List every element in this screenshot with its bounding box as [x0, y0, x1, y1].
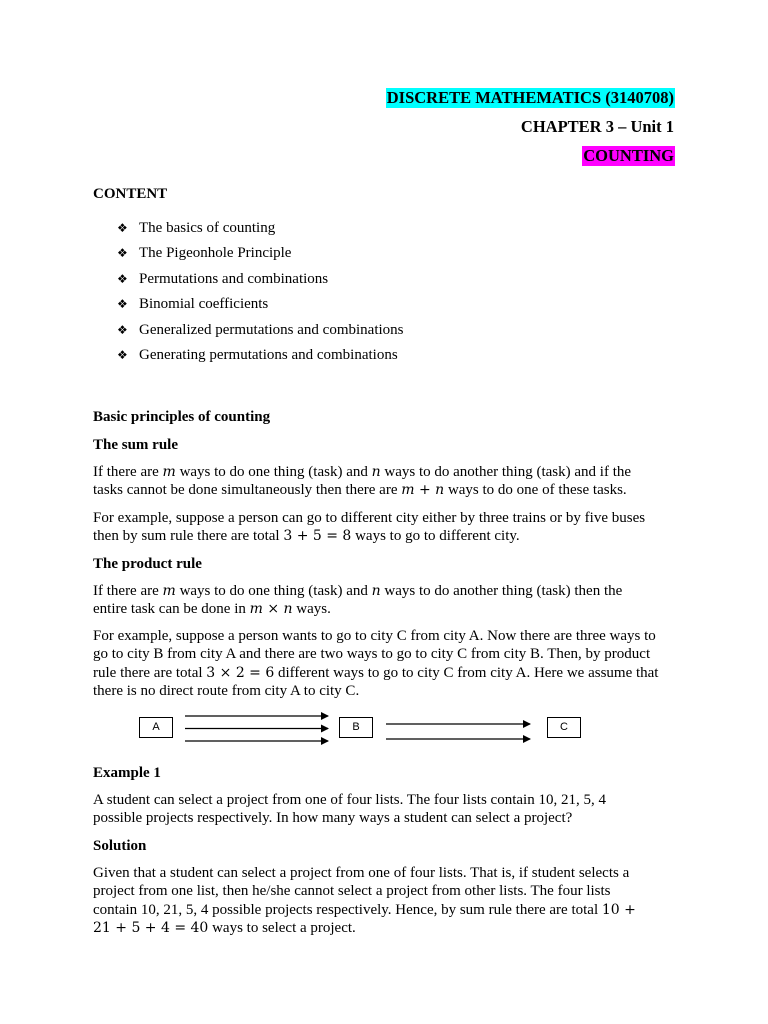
product-rule-example: For example, suppose a person wants to go to city C from city A. Now there are three ways to go to city B from city A and there are two ways to go to city C from city B. Then, by product rule there are total 3 × 2 = 6 different ways to go to city C from city A. Here we assume that there is no direct route from city A to city C. — [93, 628, 659, 699]
solution-heading: Solution — [93, 838, 147, 854]
routes-a-to-b — [185, 716, 328, 741]
section-heading-basic-principles: Basic principles of counting — [93, 409, 271, 425]
list-item: ❖ The Pigeonhole Principle — [117, 245, 292, 262]
sum-rule-example: For example, suppose a person can go to different city either by three trains or by five buses then by sum rule there are total 3 + 5 = 8 ways to go to different city. — [93, 510, 646, 545]
routes-b-to-c — [386, 724, 530, 739]
content-list — [117, 219, 404, 371]
product-rule-definition: If there are m ways to do one thing (task) and n ways to do another thing (task) then the entire task can be done in m × n ways. — [93, 583, 623, 618]
diamond-bullet-icon: ❖ — [117, 246, 128, 261]
section-heading-product-rule: The product rule — [93, 556, 202, 572]
city-node-c: C — [547, 717, 581, 738]
city-node-a: A — [139, 717, 173, 738]
city-node-b: B — [339, 717, 373, 738]
topic-title: COUNTING — [583, 146, 674, 165]
diamond-bullet-icon: ❖ — [117, 271, 128, 286]
example-heading: Example 1 — [93, 765, 161, 781]
diamond-bullet-icon: ❖ — [117, 297, 128, 312]
diamond-bullet-icon: ❖ — [117, 221, 128, 235]
list-item: ❖ The basics of counting — [117, 220, 276, 236]
list-item: ❖ Permutations and combinations — [117, 270, 329, 287]
list-item: ❖ Generating permutations and combinations — [117, 346, 398, 363]
diamond-bullet-icon: ❖ — [117, 347, 128, 362]
solution-text: Given that a student can select a project from one of four lists. That is, if student selects a project from one list, then he/she cannot select a project from other lists. The four lists contain 10, 21, 5, 4 possible projects respectively. Hence, by sum rule there are total 10 + 21 + 5 + 4 = 40 ways to select a project. — [93, 865, 636, 936]
chapter-title: CHAPTER 3 – Unit 1 — [520, 117, 674, 136]
list-item: ❖ Generalized permutations and combinations — [117, 321, 404, 338]
course-title: DISCRETE MATHEMATICS (3140708) — [386, 88, 674, 107]
list-item: ❖ Binomial coefficients — [117, 296, 269, 313]
section-heading-sum-rule: The sum rule — [93, 437, 179, 453]
example-question: A student can select a project from one of four lists. The four lists contain 10, 21, 5, 4 possible projects respectively. In how many ways a student can select a project? — [93, 792, 606, 827]
diamond-bullet-icon: ❖ — [117, 322, 128, 337]
sum-rule-definition: If there are m ways to do one thing (task) and n ways to do another thing (task) and if the tasks cannot be done simultaneously then there are m + n ways to do one of these tasks. — [93, 464, 632, 499]
content-heading: CONTENT — [93, 186, 168, 202]
